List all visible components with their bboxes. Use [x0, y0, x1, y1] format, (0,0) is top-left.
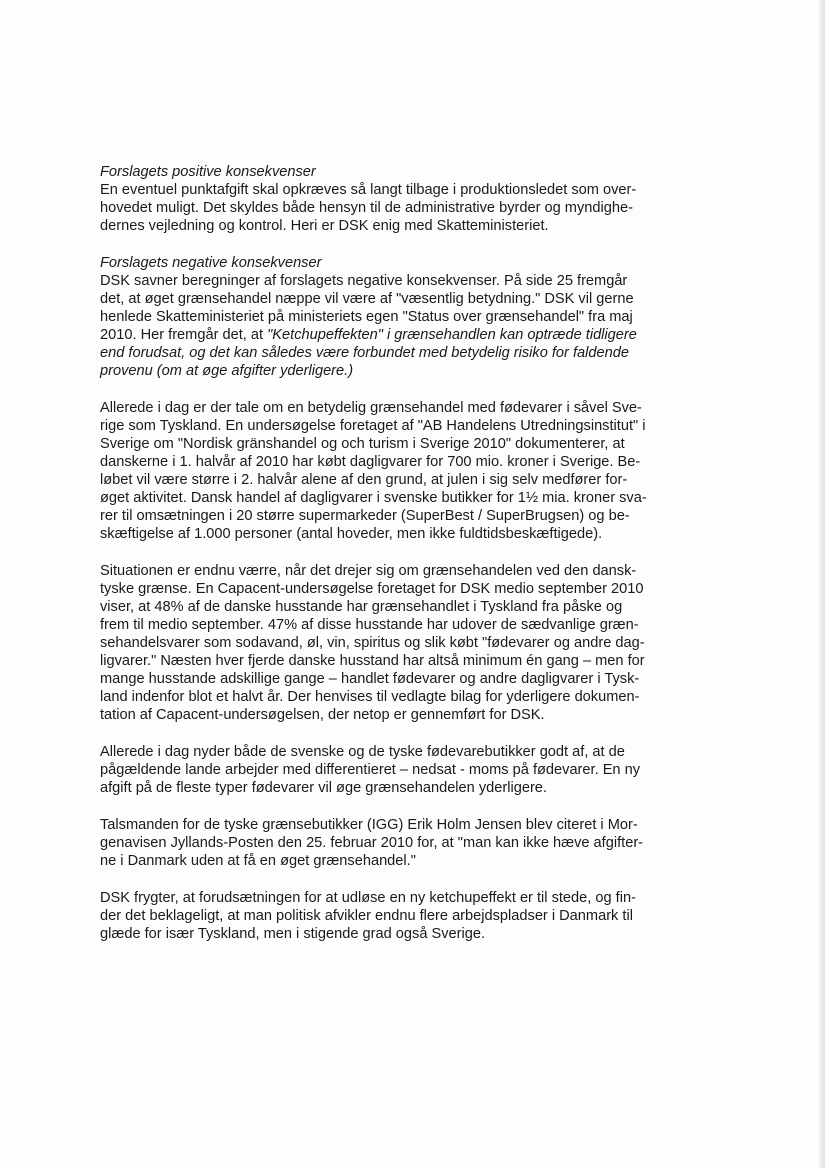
quote-italic-line: provenu (om at øge afgifter yderligere.) — [100, 363, 354, 379]
text-line: Talsmanden for de tyske grænsebutikker (IGG) Erik Holm Jensen blev citeret i Mor- — [100, 817, 638, 833]
text-line: Allerede i dag nyder både de svenske og de tyske fødevarebutikker godt af, at de — [100, 744, 625, 760]
text-line: tyske grænse. En Capacent-undersøgelse foretaget for DSK medio september 2010 — [100, 581, 644, 597]
text-line: øget aktivitet. Dansk handel af dagligvarer i svenske butikker for 1½ mia. kroner sva- — [100, 490, 647, 506]
text-line: henlede Skatteministeriet på ministeriets egen "Status over grænsehandel" fra maj — [100, 309, 633, 325]
text-line: Situationen er endnu værre, når det drejer sig om grænsehandelen ved den dansk- — [100, 563, 637, 579]
section-paragraph-negative — [100, 272, 692, 380]
page-edge — [819, 0, 825, 1168]
text-line: afgift på de fleste typer fødevarer vil øge grænsehandelen yderligere. — [100, 780, 547, 796]
text-line: det, at øget grænsehandel næppe vil være af "væsentlig betydning." DSK vil gerne — [100, 291, 634, 307]
text-line: dernes vejledning og kontrol. Heri er DSK enig med Skatteministeriet. — [100, 218, 549, 234]
text-line: frem til medio september. 47% af disse husstande har udover de sædvanlige græn- — [100, 617, 639, 633]
paragraph-spokesman — [100, 816, 692, 870]
quote-italic: "Ketchupeffekten" i grænsehandlen kan optræde tidligere — [267, 327, 637, 343]
text-line: glæde for især Tyskland, men i stigende grad også Sverige. — [100, 926, 486, 942]
text-line: Allerede i dag er der tale om en betydelig grænsehandel med fødevarer i såvel Sve- — [100, 400, 642, 416]
paragraph-sweden — [100, 399, 692, 543]
document-body — [100, 163, 692, 943]
paragraph-vat — [100, 743, 692, 797]
text-line: sehandelsvarer som sodavand, øl, vin, spiritus og slik købt "fødevarer og andre dag- — [100, 635, 645, 651]
text-line: ligvarer." Næsten hver fjerde danske husstand har altså minimum én gang – men for — [100, 653, 645, 669]
text-line: rer til omsætningen i 20 større supermarkeder (SuperBest / SuperBrugsen) og be- — [100, 508, 630, 524]
text-line — [100, 326, 692, 344]
paragraph-german-border — [100, 562, 692, 724]
section-heading-negative: Forslagets negative konsekvenser — [100, 255, 322, 271]
text-line: danskerne i 1. halvår af 2010 har købt dagligvarer for 700 mio. kroner i Sverige. Be- — [100, 454, 641, 470]
text-segment: 2010. Her fremgår det, at — [100, 327, 268, 343]
text-line: En eventuel punktafgift skal opkræves så langt tilbage i produktionsledet som over- — [100, 182, 637, 198]
text-line: DSK savner beregninger af forslagets negative konsekvenser. På side 25 fremgår — [100, 273, 628, 289]
text-line: Sverige om "Nordisk gränshandel og och turism i Sverige 2010" dokumenterer, at — [100, 436, 625, 452]
section-paragraph-positive — [100, 181, 692, 235]
text-line: løbet vil være større i 2. halvår alene af den grund, at julen i sig selv medfører for- — [100, 472, 628, 488]
text-line: genavisen Jyllands-Posten den 25. februar 2010 for, at "man kan ikke hæve afgifter- — [100, 835, 644, 851]
text-line: pågældende lande arbejder med differentieret – nedsat - moms på fødevarer. En ny — [100, 762, 641, 778]
quote-italic-line: end forudsat, og det kan således være forbundet med betydelig risiko for faldende — [100, 345, 629, 361]
text-line: rige som Tyskland. En undersøgelse foretaget af "AB Handelens Utredningsinstitut" i — [100, 418, 646, 434]
text-line: mange husstande adskillige gange – handlet fødevarer og andre dagligvarer i Tysk- — [100, 671, 640, 687]
text-line: der det beklageligt, at man politisk afvikler endnu flere arbejdspladser i Danmark til — [100, 908, 633, 924]
paragraph-conclusion — [100, 889, 692, 943]
text-line: viser, at 48% af de danske husstande har grænsehandlet i Tyskland fra påske og — [100, 599, 623, 615]
text-line: hovedet muligt. Det skyldes både hensyn til de administrative byrder og myndighe- — [100, 200, 633, 216]
text-line: skæftigelse af 1.000 personer (antal hoveder, men ikke fuldtidsbeskæftigede). — [100, 526, 603, 542]
section-heading-positive: Forslagets positive konsekvenser — [100, 164, 316, 180]
text-line: land indenfor blot et halvt år. Der henvises til vedlagte bilag for yderligere dokumen- — [100, 689, 640, 705]
text-line: tation af Capacent-undersøgelsen, der netop er gennemført for DSK. — [100, 707, 545, 723]
text-line: ne i Danmark uden at få en øget grænsehandel." — [100, 853, 416, 869]
text-line: DSK frygter, at forudsætningen for at udløse en ny ketchupeffekt er til stede, og fin- — [100, 890, 636, 906]
